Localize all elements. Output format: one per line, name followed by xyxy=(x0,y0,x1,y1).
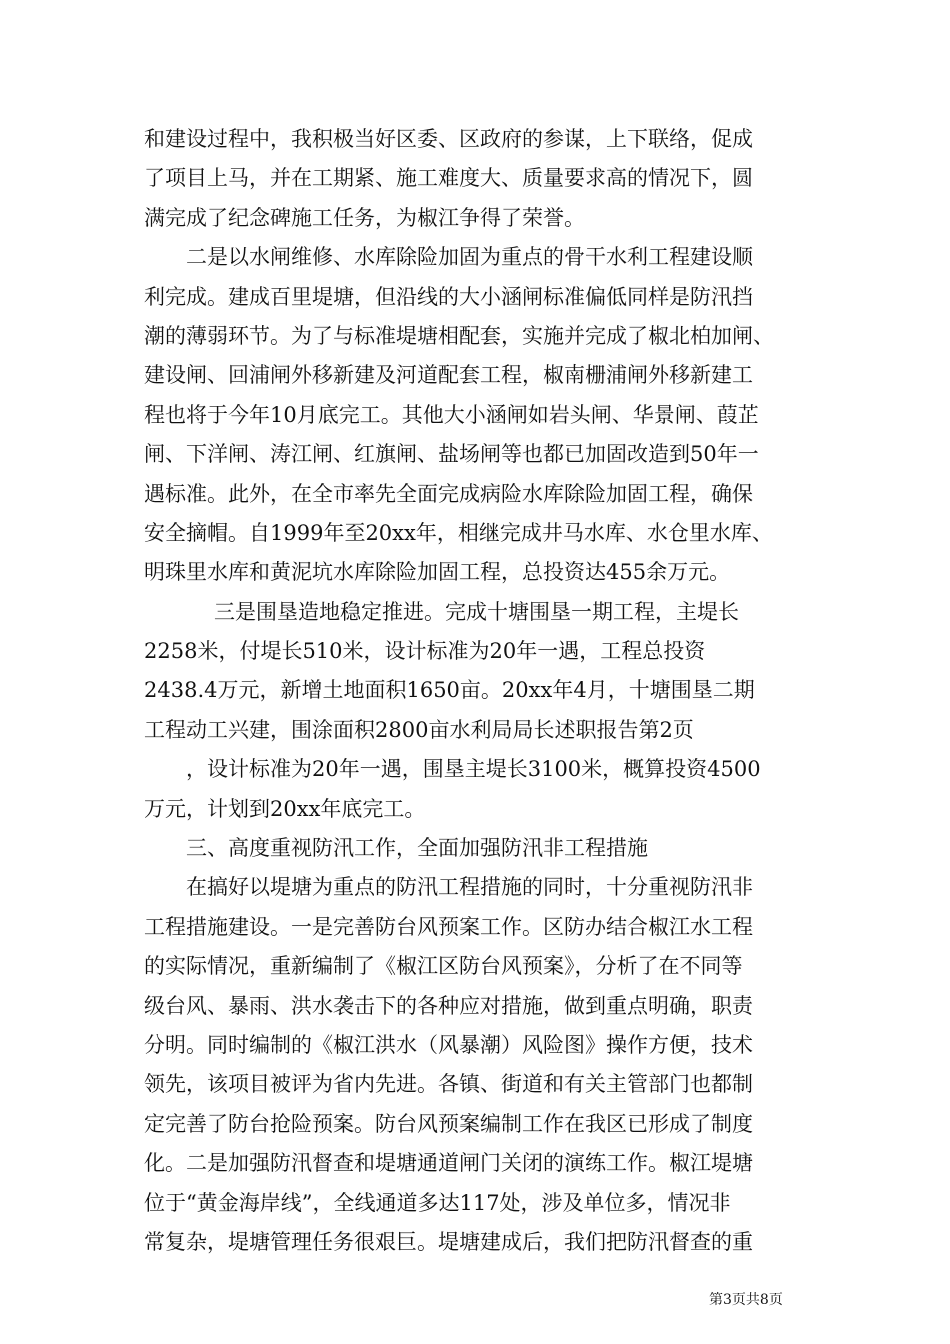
text-line: 常复杂，堤塘管理任务很艰巨。堤塘建成后，我们把防汛督查的重 xyxy=(144,1229,753,1254)
text-line: 和建设过程中，我积极当好区委、区政府的参谋，上下联络，促成 xyxy=(144,127,753,151)
text-line: 遇标准。此外，在全市率先全面完成病险水库除险加固工程，确保 xyxy=(144,481,753,506)
text-line: 工程动工兴建，围涂面积2800亩水利局局长述职报告第2页 xyxy=(144,717,694,742)
text-line: 分明。同时编制的《椒江洪水（风暴潮）风险图》操作方便，技术 xyxy=(144,1032,753,1057)
text-line: 潮的薄弱环节。为了与标准堤塘相配套，实施并完成了椒北柏加闸、 xyxy=(144,323,774,348)
text-line: 工程措施建设。一是完善防台风预案工作。区防办结合椒江水工程 xyxy=(144,914,753,939)
section-heading: 三、高度重视防汛工作，全面加强防汛非工程措施 xyxy=(186,836,648,861)
text-line: 程也将于今年10月底完工。其他大小涵闸如岩头闸、华景闸、葭芷 xyxy=(144,402,759,427)
text-line: 明珠里水库和黄泥坑水库除险加固工程，总投资达455余万元。 xyxy=(144,560,731,585)
text-line: 化。二是加强防汛督查和堤塘通道闸门关闭的演练工作。椒江堤塘 xyxy=(144,1151,753,1176)
body-text xyxy=(144,120,812,1262)
text-line: 定完善了防台抢险预案。防台风预案编制工作在我区已形成了制度 xyxy=(144,1111,753,1136)
page-number: 第3页共8页 xyxy=(709,1292,783,1308)
text-line: 满完成了纪念碑施工任务，为椒江争得了荣誉。 xyxy=(144,205,585,230)
text-line: 万元，计划到20xx年底完工。 xyxy=(144,796,426,821)
text-line: 的实际情况，重新编制了《椒江区防台风预案》，分析了在不同等 xyxy=(144,954,743,979)
text-line: ，设计标准为20年一遇，围垦主堤长3100米，概算投资4500 xyxy=(186,757,761,782)
text-line: 建设闸、回浦闸外移新建及河道配套工程，椒南栅浦闸外移新建工 xyxy=(144,363,753,388)
text-line: 位于“黄金海岸线”，全线通道多达117处，涉及单位多，情况非 xyxy=(144,1190,731,1215)
text-line: 2438.4万元，新增土地面积1650亩。20xx年4月，十塘围垦二期 xyxy=(144,678,755,703)
text-line: 二是以水闸维修、水库除险加固为重点的骨干水利工程建设顺 xyxy=(186,245,753,270)
text-line: 闸、下洋闸、涛江闸、红旗闸、盐场闸等也都已加固改造到50年一 xyxy=(144,442,759,467)
text-line: 三是围垦造地稳定推进。完成十塘围垦一期工程，主堤长 xyxy=(214,599,739,624)
text-line: 级台风、暴雨、洪水袭击下的各种应对措施，做到重点明确，职责 xyxy=(144,993,753,1018)
text-line: 领先，该项目被评为省内先进。各镇、街道和有关主管部门也都制 xyxy=(144,1072,753,1097)
text-line: 利完成。建成百里堤塘，但沿线的大小涵闸标准偏低同样是防汛挡 xyxy=(144,284,753,309)
text-line: 安全摘帽。自1999年至20xx年，相继完成井马水库、水仓里水库、 xyxy=(144,520,773,545)
text-line: 了项目上马，并在工期紧、施工难度大、质量要求高的情况下，圆 xyxy=(144,166,753,191)
text-line: 在搞好以堤塘为重点的防汛工程措施的同时，十分重视防汛非 xyxy=(186,875,753,900)
text-line: 2258米，付堤长510米，设计标准为20年一遇，工程总投资 xyxy=(144,639,706,664)
